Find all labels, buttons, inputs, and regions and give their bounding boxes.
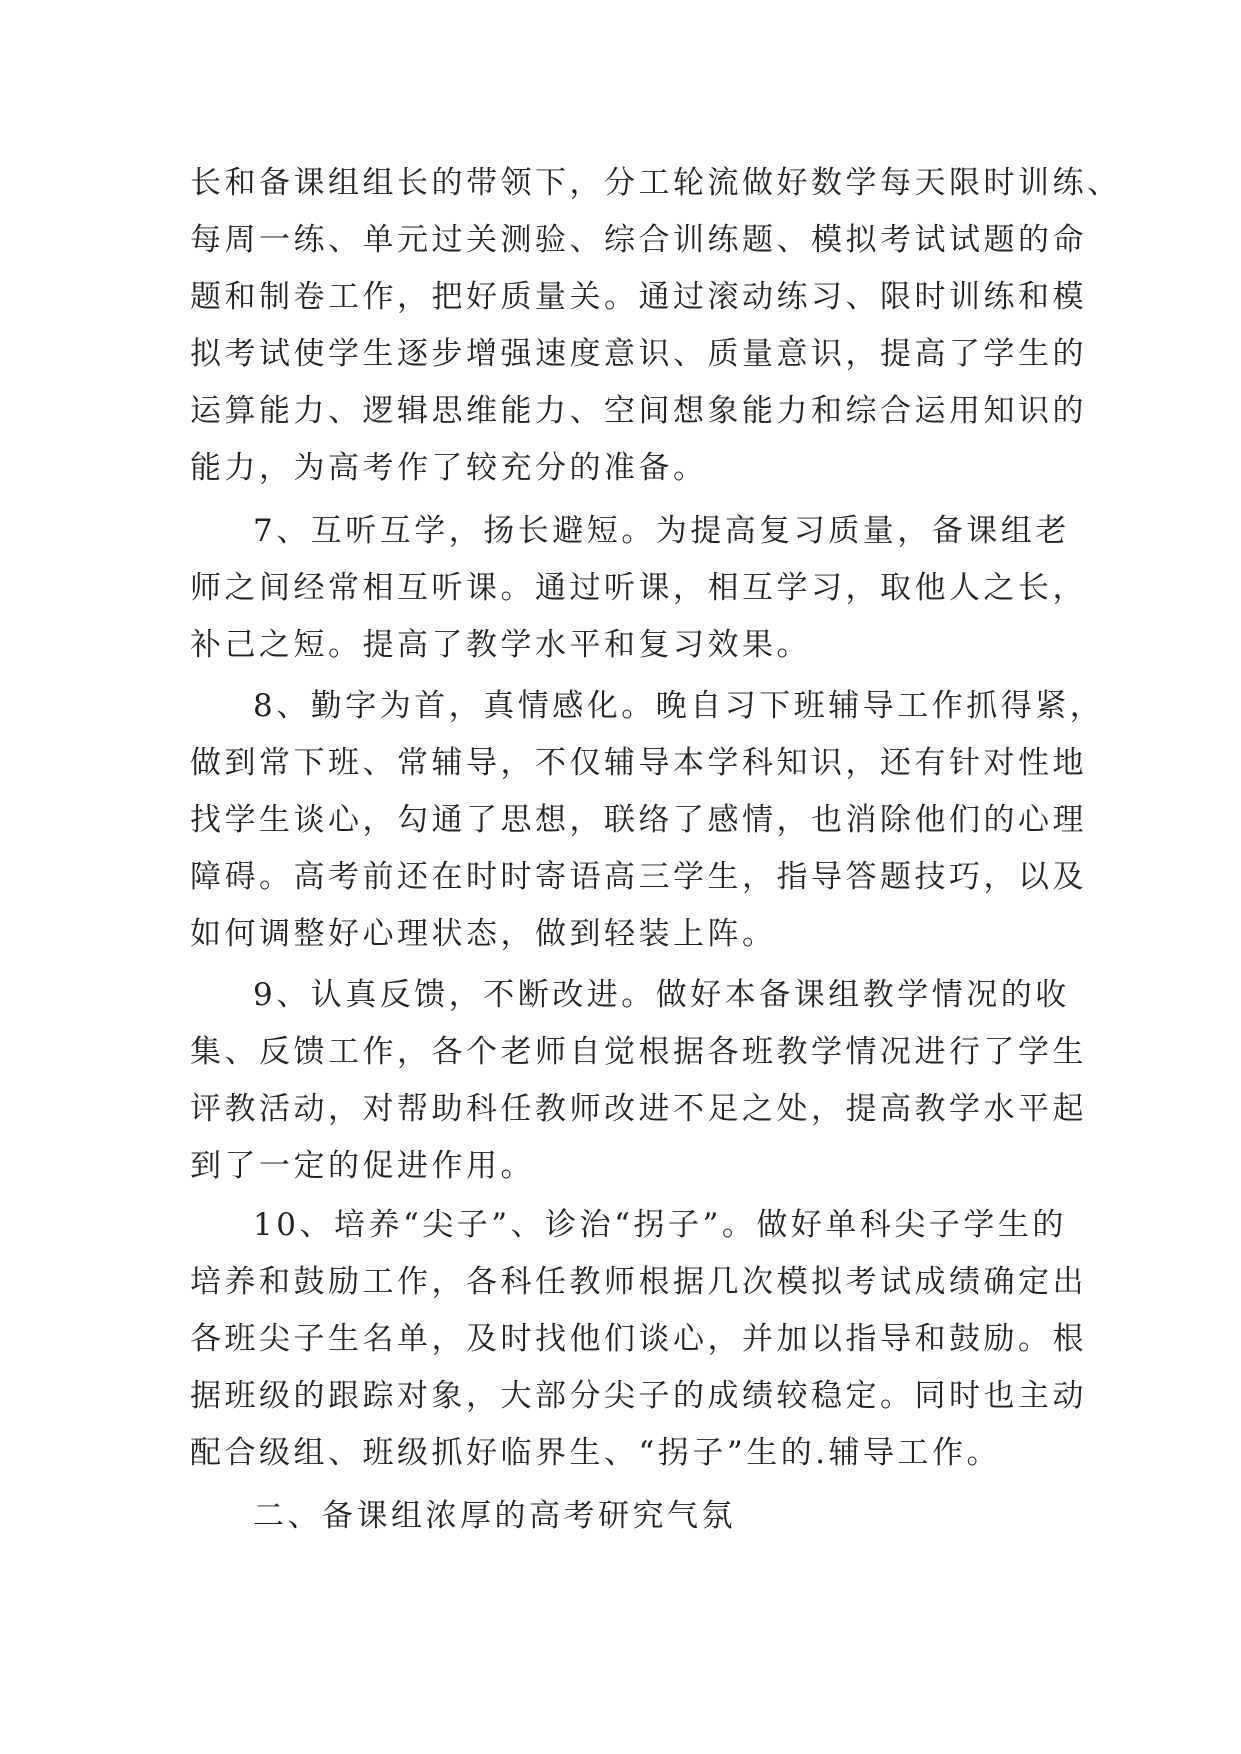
text-line: 评教活动，对帮助科任教师改进不足之处，提高教学水平起 [190,1091,1087,1127]
text-line: 配合级组、班级抓好临界生、“拐子”生的.辅导工作。 [190,1435,1002,1471]
paragraph-9-first-line: 9、认真反馈，不断改进。做好本备课组教学情况的收 [253,977,1070,1013]
text-line: 找学生谈心，勾通了思想，联络了感情，也消除他们的心理 [190,802,1087,838]
text-line: 题和制卷工作，把好质量关。通过滚动练习、限时训练和模 [190,279,1087,315]
text-line: 障碍。高考前还在时时寄语高三学生，指导答题技巧，以及 [190,859,1087,895]
text-line: 补己之短。提高了教学水平和复习效果。 [190,627,811,663]
text-line: 到了一定的促进作用。 [190,1148,535,1184]
text-line: 运算能力、逻辑思维能力、空间想象能力和综合运用知识的 [190,393,1087,429]
text-line: 培养和鼓励工作，各科任教师根据几次模拟考试成绩确定出 [190,1264,1087,1300]
text-line: 长和备课组组长的带领下，分工轮流做好数学每天限时训练、 [190,165,1122,201]
text-line: 据班级的跟踪对象，大部分尖子的成绩较稳定。同时也主动 [190,1378,1087,1414]
text-line: 各班尖子生名单，及时找他们谈心，并加以指导和鼓励。根 [190,1321,1087,1357]
section-heading: 二、备课组浓厚的高考研究气氛 [253,1498,736,1534]
text-line: 能力，为高考作了较充分的准备。 [190,450,708,486]
text-line: 如何调整好心理状态，做到轻装上阵。 [190,916,777,952]
paragraph-8-first-line: 8、勤字为首，真情感化。晚自习下班辅导工作抓得紧， [253,688,1105,724]
text-line: 师之间经常相互听课。通过听课，相互学习，取他人之长， [190,570,1087,606]
text-line: 做到常下班、常辅导，不仅辅导本学科知识，还有针对性地 [190,745,1087,781]
text-line: 集、反馈工作，各个老师自觉根据各班教学情况进行了学生 [190,1034,1087,1070]
text-line: 拟考试使学生逐步增强速度意识、质量意识，提高了学生的 [190,336,1087,372]
paragraph-7-first-line: 7、互听互学，扬长避短。为提高复习质量，备课组老 [253,513,1070,549]
text-line: 每周一练、单元过关测验、综合训练题、模拟考试试题的命 [190,222,1087,258]
paragraph-10-first-line: 10、培养“尖子”、诊治“拐子”。做好单科尖子学生的 [253,1207,1067,1243]
